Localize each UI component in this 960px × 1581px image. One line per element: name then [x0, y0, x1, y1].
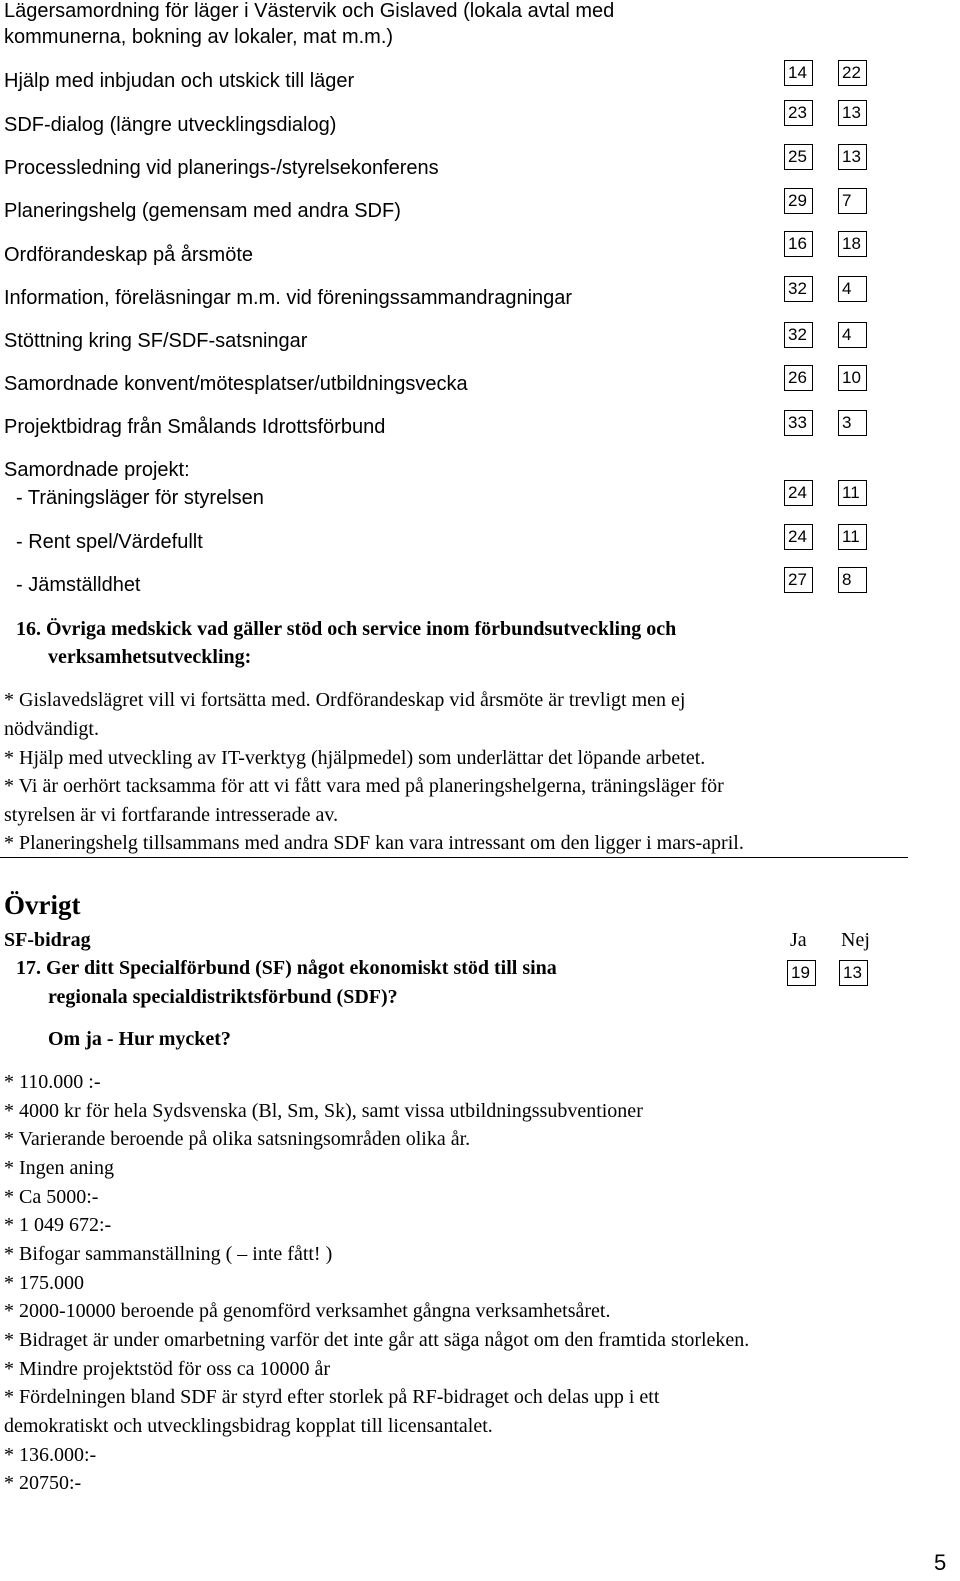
ja-count-box: 16: [784, 231, 813, 257]
answer-line: * 136.000:-: [4, 1444, 97, 1466]
subheading: SF-bidrag: [4, 929, 91, 951]
answer-line: * Mindre projektstöd för oss ca 10000 år: [4, 1358, 331, 1380]
project-label: - Jämställdhet: [16, 574, 141, 596]
q17-line-2: regionala specialdistriktsförbund (SDF)?: [48, 986, 398, 1008]
nej-count-box: 13: [839, 960, 868, 986]
ja-count-box: 29: [784, 188, 813, 214]
ja-count-box: 14: [784, 60, 813, 86]
answer-line: * Ingen aning: [4, 1157, 114, 1179]
ja-count-box: 32: [784, 276, 813, 302]
ja-count-box: 24: [784, 524, 813, 550]
ja-count-box: 33: [784, 410, 813, 436]
answer-line: * Varierande beroende på olika satsningsområden olika år.: [4, 1128, 471, 1150]
ja-count-box: 26: [784, 365, 813, 391]
nej-count-box: 13: [838, 144, 867, 170]
item-label: Projektbidrag från Smålands Idrottsförbund: [4, 416, 386, 438]
item-label: Samordnade konvent/mötesplatser/utbildningsvecka: [4, 373, 468, 395]
answer-line: * Fördelningen bland SDF är styrd efter storlek på RF-bidraget och delas upp i ett: [4, 1386, 660, 1408]
nej-count-box: 7: [838, 188, 867, 214]
item-label: Planeringshelg (gemensam med andra SDF): [4, 200, 401, 222]
project-label: - Träningsläger för styrelsen: [16, 487, 264, 509]
answer-line: * 110.000 :-: [4, 1071, 101, 1093]
nej-count-box: 4: [838, 322, 867, 348]
nej-count-box: 4: [838, 276, 867, 302]
answer-line: * 20750:-: [4, 1472, 82, 1494]
nej-count-box: 11: [838, 524, 867, 550]
item-label: Information, föreläsningar m.m. vid föreningssammandragningar: [4, 287, 573, 309]
q16-comment: * Gislavedslägret vill vi fortsätta med. Ordförandeskap vid årsmöte är trevligt men ej: [4, 689, 686, 711]
section-divider: [0, 857, 908, 858]
item-label: SDF-dialog (längre utvecklingsdialog): [4, 114, 337, 136]
item-label: Hjälp med inbjudan och utskick till läger: [4, 70, 355, 92]
q16-comment: * Planeringshelg tillsammans med andra SDF kan vara intressant om den ligger i mars-april.: [4, 832, 744, 854]
projects-heading: Samordnade projekt:: [4, 459, 190, 481]
q16-comment: * Vi är oerhört tacksamma för att vi fått vara med på planeringshelgerna, träningsläger för: [4, 775, 724, 797]
q16-comment: styrelsen är vi fortfarande intresserade av.: [4, 804, 339, 826]
q16-title-line-1: 16. Övriga medskick vad gäller stöd och service inom förbundsutveckling och: [16, 618, 677, 640]
nej-column-label: Nej: [841, 929, 870, 951]
q17-line-1: 17. Ger ditt Specialförbund (SF) något ekonomiskt stöd till sina: [16, 957, 557, 979]
answer-line: * Ca 5000:-: [4, 1186, 99, 1208]
project-label: - Rent spel/Värdefullt: [16, 531, 203, 553]
q16-comment: nödvändigt.: [4, 718, 99, 740]
intro-line-1: Lägersamordning för läger i Västervik och Gislaved (lokala avtal med: [4, 0, 615, 22]
item-label: Stöttning kring SF/SDF-satsningar: [4, 330, 308, 352]
q16-comment: * Hjälp med utveckling av IT-verktyg (hjälpmedel) som underlättar det löpande arbetet.: [4, 747, 706, 769]
answer-line: * 175.000: [4, 1272, 84, 1294]
ja-count-box: 23: [784, 100, 813, 126]
nej-count-box: 13: [838, 100, 867, 126]
answer-line: * 2000-10000 beroende på genomförd verksamhet gångna verksamhetsåret.: [4, 1300, 611, 1322]
ja-count-box: 19: [787, 960, 816, 986]
nej-count-box: 10: [838, 365, 867, 391]
ja-count-box: 25: [784, 144, 813, 170]
item-label: Ordförandeskap på årsmöte: [4, 244, 254, 266]
item-label: Processledning vid planerings-/styrelsekonferens: [4, 157, 439, 179]
nej-count-box: 8: [838, 567, 867, 593]
q17-followup: Om ja - Hur mycket?: [48, 1028, 231, 1050]
page-number: 5: [934, 1550, 947, 1575]
answer-line: * Bidraget är under omarbetning varför det inte går att säga något om den framtida storleken.: [4, 1329, 750, 1351]
answer-line: * 1 049 672:-: [4, 1214, 112, 1236]
nej-count-box: 22: [838, 60, 867, 86]
q16-title-line-2: verksamhetsutveckling:: [48, 646, 252, 668]
nej-count-box: 11: [838, 480, 867, 506]
ja-count-box: 27: [784, 567, 813, 593]
answer-line: demokratiskt och utvecklingsbidrag kopplat till licensantalet.: [4, 1415, 493, 1437]
intro-line-2: kommunerna, bokning av lokaler, mat m.m.): [4, 26, 394, 48]
ja-count-box: 24: [784, 480, 813, 506]
section-heading: Övrigt: [4, 890, 81, 920]
ja-count-box: 32: [784, 322, 813, 348]
ja-column-label: Ja: [790, 929, 807, 951]
nej-count-box: 3: [838, 410, 867, 436]
answer-line: * Bifogar sammanställning ( – inte fått! ): [4, 1243, 333, 1265]
nej-count-box: 18: [838, 231, 867, 257]
answer-line: * 4000 kr för hela Sydsvenska (Bl, Sm, Sk), samt vissa utbildningssubventioner: [4, 1100, 643, 1122]
